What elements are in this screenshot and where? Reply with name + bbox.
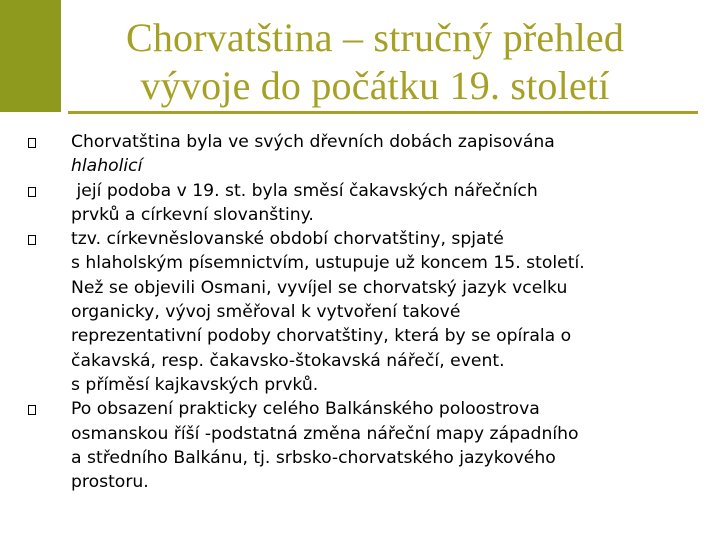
bullet-4-line-2: osmanskou říší -podstatná změna nářeční mapy západního — [71, 423, 579, 444]
left-accent-bar — [0, 0, 61, 112]
hollow-square-bullet-icon — [28, 187, 36, 197]
bullet-1-line-1: Chorvatština byla ve svých dřevních dobách zapisována — [71, 132, 555, 152]
bullet-3-line-2: s hlaholským písemnictvím, ustupuje už koncem 15. století. — [71, 253, 585, 274]
bullet-list — [28, 130, 708, 494]
bullet-4-line-3: a středního Balkánu, tj. srbsko-chorvatského jazykového — [71, 447, 556, 468]
bullet-2-line-2: prvků a církevní slovanštiny. — [71, 204, 314, 225]
bullet-1-line-2: hlaholicí — [71, 156, 143, 177]
bullet-4-line-1: Po obsazení prakticky celého Balkánského poloostrova — [71, 399, 540, 420]
slide-title — [70, 14, 680, 110]
slide-title-line-2: vývoje do počátku 19. století — [140, 63, 610, 108]
bullet-3-line-4: organicky, vývoj směřoval k vytvoření takové — [71, 302, 461, 323]
bullet-3-line-6: čakavská, resp. čakavsko-štokavská nářečí, event. — [71, 350, 505, 371]
bullet-4-line-4: prostoru. — [71, 472, 149, 493]
bullet-2-line-1: její podoba v 19. st. byla směsí čakavských nářečních — [71, 180, 538, 201]
bullet-item-1 — [28, 130, 708, 179]
bullet-item-2 — [28, 179, 708, 228]
bullet-item-3 — [28, 227, 708, 397]
hollow-square-bullet-icon — [28, 235, 36, 245]
bullet-3-line-7: s příměsí kajkavských prvků. — [71, 374, 319, 395]
hollow-square-bullet-icon — [28, 405, 36, 415]
title-underline — [68, 111, 698, 114]
hollow-square-bullet-icon — [28, 138, 36, 148]
bullet-item-4 — [28, 397, 708, 494]
bullet-3-line-1: tzv. církevněslovanské období chorvatštiny, spjaté — [71, 229, 504, 250]
bullet-3-line-3: Než se objevili Osmani, vyvíjel se chorvatský jazyk vcelku — [71, 277, 568, 298]
slide-title-line-1: Chorvatština – stručný přehled — [125, 15, 625, 60]
bullet-3-line-5: reprezentativní podoby chorvatštiny, která by se opírala o — [71, 326, 572, 347]
